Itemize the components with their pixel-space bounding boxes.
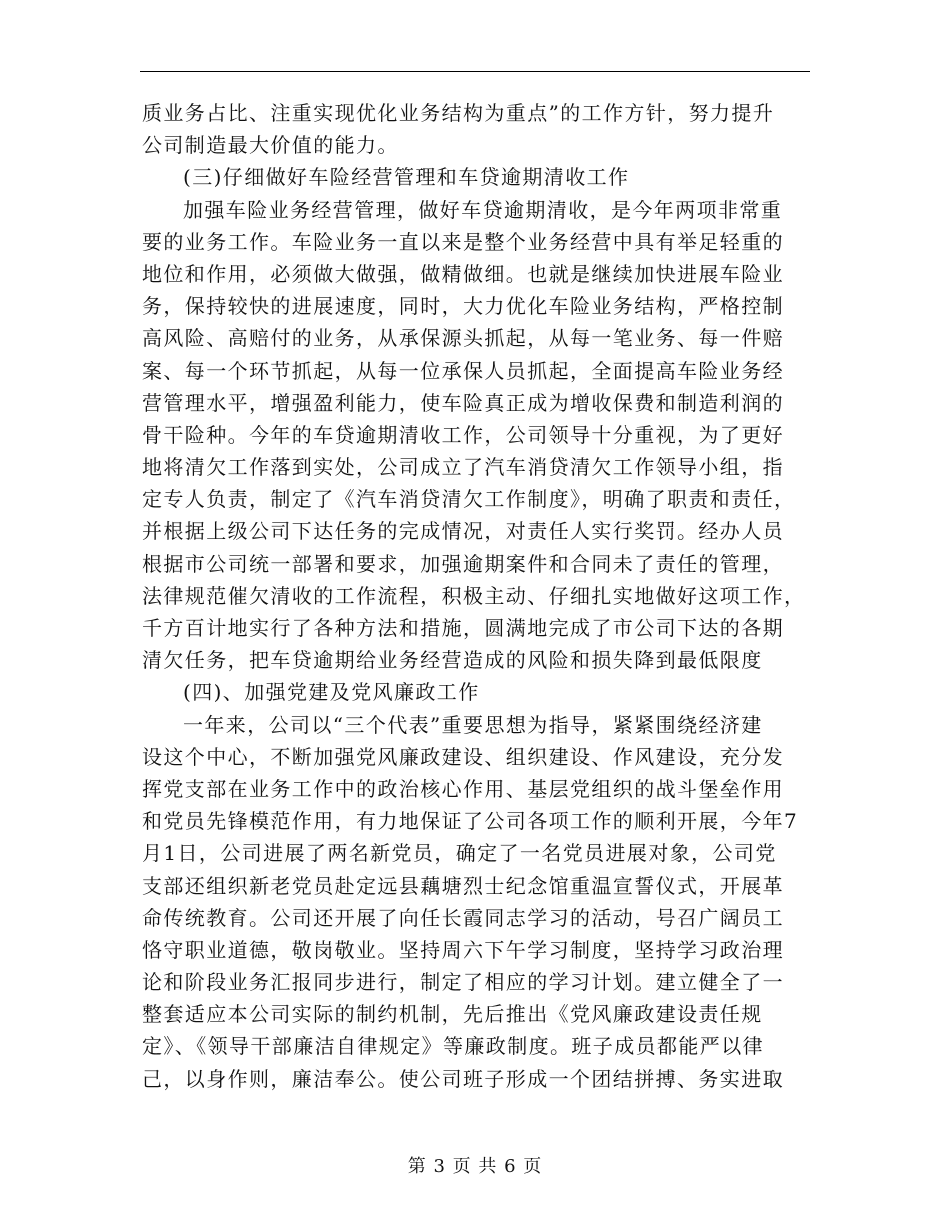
- paragraph-line: 案、每一个环节抓起，从每一位承保人员抓起，全面提高车险业务经: [142, 358, 784, 383]
- paragraph-line: 质业务占比、注重实现优化业务结构为重点”的工作方针，努力提升: [142, 101, 775, 125]
- paragraph-line: 根据市公司统一部署和要求，加强逾期案件和合同未了责任的管理，: [142, 551, 784, 576]
- paragraph-line: 论和阶段业务汇报同步进行，制定了相应的学习计划。建立健全了一: [142, 970, 784, 995]
- paragraph-line: 千方百计地实行了各种方法和措施，圆满地完成了市公司下达的各期: [142, 616, 784, 640]
- header-rule: [140, 71, 810, 72]
- paragraph-line: 整套适应本公司实际的制约机制，先后推出《党风廉政建设责任规: [142, 1002, 763, 1027]
- paragraph-line: 清欠任务，把车贷逾期给业务经营造成的风险和损失降到最低限度: [142, 648, 763, 673]
- paragraph-line: 和党员先锋模范作用，有力地保证了公司各项工作的顺利开展，今年7: [142, 809, 799, 834]
- paragraph-line: 地位和作用，必须做大做强，做精做细。也就是继续加快进展车险业: [142, 261, 784, 286]
- paragraph-line: 己，以身作则，廉洁奉公。使公司班子形成一个团结拼搏、务实进取: [142, 1066, 784, 1091]
- paragraph-line: 定》、《领导干部廉洁自律规定》等廉政制度。班子成员都能严以律: [142, 1034, 764, 1059]
- paragraph-line: 骨干险种。今年的车贷逾期清收工作，公司领导十分重视，为了更好: [142, 422, 784, 447]
- paragraph-line: 月1日，公司进展了两名新党员，确定了一名党员进展对象，公司党: [142, 841, 777, 866]
- page-number-footer: 第 3 页 共 6 页: [407, 1156, 543, 1177]
- body-text: [142, 97, 822, 1095]
- paragraph-line: 设这个中心，不断加强党风廉政建设、组织建设、作风建设，充分发: [142, 744, 784, 769]
- paragraph-line: 高风险、高赔付的业务，从承保源头抓起，从每一笔业务、每一件赔: [142, 326, 784, 351]
- section-heading: (三)仔细做好车险经营管理和车贷逾期清收工作: [183, 165, 630, 190]
- paragraph-line: 务，保持较快的进展速度，同时，大力优化车险业务结构，严格控制: [142, 294, 784, 319]
- paragraph-line: 恪守职业道德，敬岗敬业。坚持周六下午学习制度，坚持学习政治理: [142, 937, 784, 962]
- paragraph-line: 挥党支部在业务工作中的政治核心作用、基层党组织的战斗堡垒作用: [142, 776, 784, 801]
- paragraph-line: 命传统教育。公司还开展了向任长霞同志学习的活动，号召广阔员工: [142, 905, 784, 930]
- section-heading: (四)、加强党建及党风廉政工作: [183, 680, 480, 705]
- paragraph-line: 要的业务工作。车险业务一直以来是整个业务经营中具有举足轻重的: [142, 229, 784, 254]
- paragraph-line: 定专人负责，制定了《汽车消贷清欠工作制度》，明确了职责和责任，: [142, 487, 796, 512]
- paragraph-line: 法律规范催欠清收的工作流程，积极主动、仔细扎实地做好这项工作，: [142, 583, 806, 608]
- paragraph-line: 加强车险业务经营管理，做好车贷逾期清收，是今年两项非常重: [183, 197, 783, 222]
- paragraph-line: 公司制造最大价值的能力。: [142, 133, 399, 158]
- paragraph-line: 一年来，公司以“三个代表”重要思想为指导，紧紧围绕经济建: [183, 712, 763, 737]
- paragraph-line: 支部还组织新老党员赴定远县藕塘烈士纪念馆重温宣誓仪式，开展革: [142, 873, 784, 898]
- paragraph-line: 并根据上级公司下达任务的完成情况，对责任人实行奖罚。经办人员: [142, 519, 784, 544]
- paragraph-line: 地将清欠工作落到实处，公司成立了汽车消贷清欠工作领导小组，指: [142, 455, 784, 480]
- paragraph-line: 营管理水平，增强盈利能力，使车险真正成为增收保费和制造利润的: [142, 390, 784, 415]
